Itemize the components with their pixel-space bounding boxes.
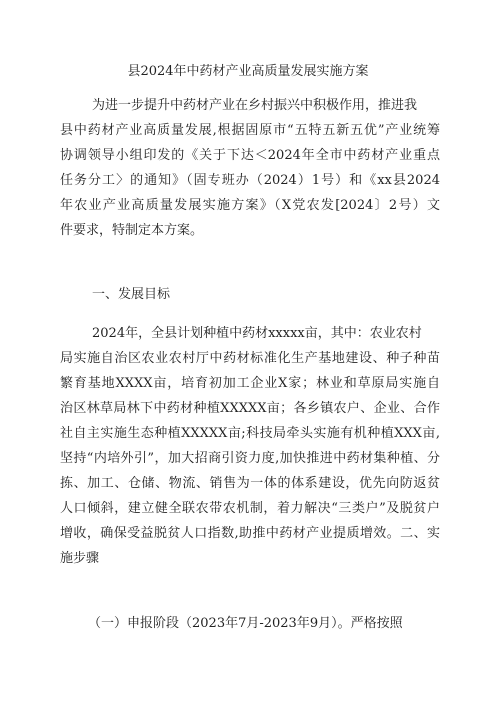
body-line: 施步骤 bbox=[60, 551, 100, 566]
body-line: 人口倾斜，建立健全联农带农机制，着力解决“三类户”及脱贫户 bbox=[60, 501, 440, 516]
step-1-line: （一）申报阶段（2023年7月-2023年9月）。严格按照 bbox=[88, 616, 403, 631]
step-1-paragraph bbox=[60, 611, 440, 636]
body-line: 繁育基地XXXX亩，培育初加工企业X家；林业和草原局实施自 bbox=[60, 376, 440, 391]
intro-line: 县中药材产业高质量发展,根据固原市“五特五新五优”产业统筹 bbox=[60, 123, 440, 138]
body-line: 社自主实施生态种植XXXXX亩;科技局牵头实施有机种植XXX亩, bbox=[60, 426, 440, 441]
intro-paragraph bbox=[60, 93, 440, 243]
body-line: 治区林草局林下中药材种植XXXXX亩；各乡镇农户、企业、合作 bbox=[60, 401, 440, 416]
body-line: 坚持“内培外引”，加大招商引资力度,加快推进中药材集种植、分 bbox=[60, 451, 440, 466]
body-line: 局实施自治区农业农村厅中药材标准化生产基地建设、种子种苗 bbox=[60, 351, 440, 366]
document-title: 县2024年中药材产业高质量发展实施方案 bbox=[127, 64, 369, 79]
intro-line: 件要求，特制定本方案。 bbox=[60, 223, 204, 238]
body-line: 拣、加工、仓储、物流、销售为一体的体系建设，优先向防返贫 bbox=[60, 476, 440, 491]
section-1-paragraph bbox=[60, 321, 440, 571]
intro-line: 为进一步提升中药材产业在乡村振兴中积极作用，推进我 bbox=[92, 98, 418, 113]
section-1-heading: 一、发展目标 bbox=[92, 287, 171, 302]
body-line: 增收，确保受益脱贫人口指数,助推中药材产业提质增效。二、实 bbox=[60, 526, 440, 541]
body-line: 2024年，全县计划种植中药材xxxxx亩，其中：农业农村 bbox=[92, 326, 422, 341]
intro-line: 年农业产业高质量发展实施方案》（X党农发[2024〕2号）文 bbox=[60, 198, 440, 213]
section-heading bbox=[60, 282, 440, 307]
intro-line: 任务分工〉的通知》（固专班办（2024）1号）和《xx县2024 bbox=[60, 173, 440, 188]
intro-line: 协调领导小组印发的《关于下达＜2024年全市中药材产业重点 bbox=[60, 148, 440, 163]
